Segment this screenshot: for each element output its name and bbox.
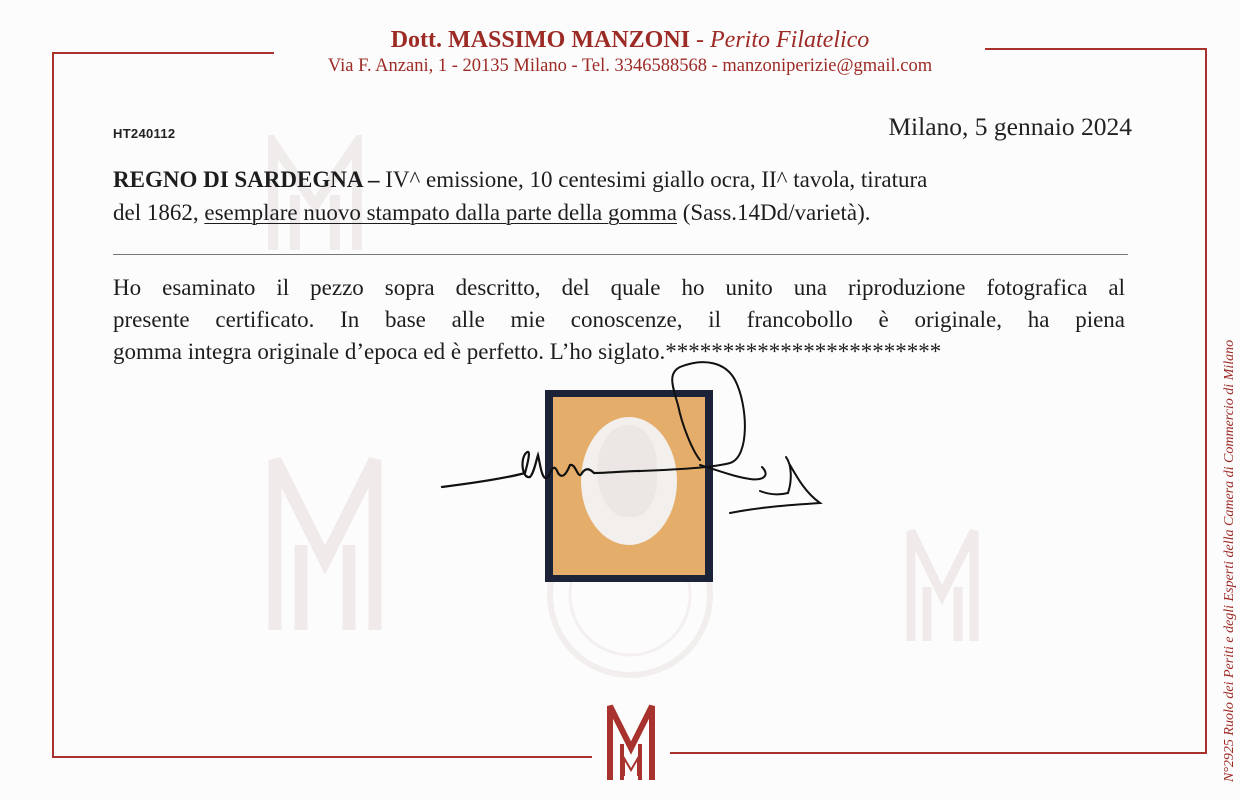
body-line-1: Ho esaminato il pezzo sopra descritto, del quale ho unito una riproduzione fotografica al (113, 275, 1125, 300)
letterhead-address: Via F. Anzani, 1 - 20135 Milano - Tel. 3346588568 - manzoniperizie@gmail.com (327, 56, 933, 76)
frame-bottom-left (52, 756, 592, 758)
handwritten-signature (430, 345, 830, 525)
certificate-number: HT240112 (113, 126, 176, 141)
expert-name: Dott. MASSIMO MANZONI (390, 27, 691, 53)
certificate-date: Milano, 5 gennaio 2024 (888, 112, 1132, 141)
frame-top-left (52, 52, 274, 54)
description-line-2-start: del 1862, (113, 200, 205, 225)
frame-top-right (985, 48, 1207, 50)
frame-right (1205, 48, 1207, 754)
description-line-2-end: (Sass.14Dd/varietà). (676, 200, 871, 225)
description-dash: – (362, 167, 386, 192)
watermark-monogram-right (905, 525, 980, 645)
description-line-2 (113, 196, 1135, 229)
monogram-emblem (604, 700, 658, 784)
body-line-2: presente certificato. In base alle mie conoscenze, il francobollo è originale, ha piena (113, 307, 1125, 332)
description-line-1-rest: IV^ emissione, 10 centesimi giallo ocra, II^ tavola, tiratura (385, 167, 928, 192)
country-name: REGNO DI SARDEGNA (113, 167, 363, 192)
frame-left (52, 52, 54, 758)
expert-title: Perito Filatelico (710, 27, 870, 53)
body-line-3: gomma integra originale d’epoca ed è perfetto. L’ho siglato.************************ (113, 339, 942, 364)
watermark-monogram-left (265, 450, 385, 635)
description-line-1 (113, 163, 1135, 196)
description-variety: esemplare nuovo stampato dalla parte della gomma (204, 200, 677, 225)
stamp-description (113, 163, 1135, 229)
separator-line (113, 254, 1128, 255)
registry-note: N°2925 Ruolo dei Periti e degli Esperti della Camera di Commercio di Milano (1222, 339, 1237, 782)
letterhead-separator: - (690, 27, 711, 53)
letterhead (280, 26, 980, 78)
frame-bottom-right (670, 752, 1207, 754)
letterhead-name-line (280, 26, 980, 54)
